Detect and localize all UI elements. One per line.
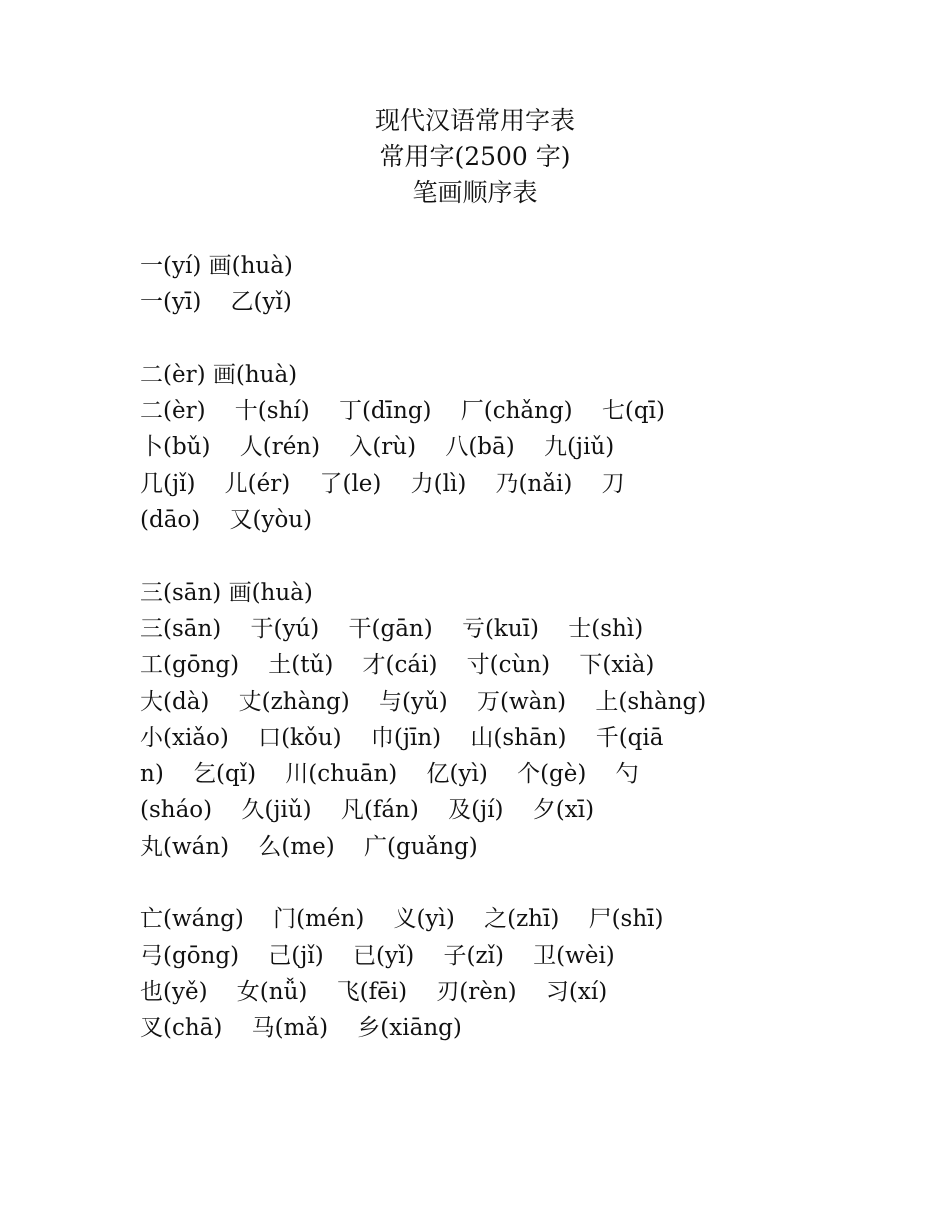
character-line: (dāo) 又(yòu): [140, 507, 313, 534]
character-line: 几(jǐ) 儿(ér) 了(le) 力(lì) 乃(nǎi) 刀: [140, 470, 625, 497]
document-title: 现代汉语常用字表: [374, 106, 575, 135]
title-block: [0, 103, 950, 211]
character-line: 工(gōng) 土(tǔ) 才(cái) 寸(cùn) 下(xià): [140, 652, 655, 679]
blank-line: [140, 538, 830, 574]
character-line: 三(sān) 于(yú) 干(gān) 亏(kuī) 士(shì): [140, 615, 644, 642]
character-line: 也(yě) 女(nǚ) 飞(fēi) 刃(rèn) 习(xí): [140, 978, 608, 1005]
character-line: 丸(wán) 么(me) 广(guǎng): [140, 833, 478, 860]
character-line: 小(xiǎo) 口(kǒu) 巾(jīn) 山(shān) 千(qiā: [140, 724, 664, 751]
character-line: 弓(gōng) 己(jǐ) 已(yǐ) 子(zǐ) 卫(wèi): [140, 942, 615, 969]
section-heading-3-strokes: 三(sān) 画(huà): [140, 579, 313, 606]
character-line: (sháo) 久(jiǔ) 凡(fán) 及(jí) 夕(xī): [140, 797, 595, 824]
character-line: 叉(chā) 马(mǎ) 乡(xiāng): [140, 1015, 462, 1042]
document-subtitle-2: 笔画顺序表: [412, 178, 538, 207]
character-line: 亡(wáng) 门(mén) 义(yì) 之(zhī) 尸(shī): [140, 906, 664, 933]
character-line: 卜(bǔ) 人(rén) 入(rù) 八(bā) 九(jiǔ): [140, 434, 615, 461]
blank-line: [140, 865, 830, 901]
character-list: [140, 248, 830, 1047]
section-heading-1-stroke: 一(yí) 画(huà): [140, 253, 293, 279]
document-subtitle: 常用字(2500 字): [379, 142, 571, 171]
section-heading-2-strokes: 二(èr) 画(huà): [140, 361, 298, 388]
blank-line: [140, 321, 830, 357]
character-line: 一(yī) 乙(yǐ): [140, 289, 292, 316]
character-line: 二(èr) 十(shí) 丁(dīng) 厂(chǎng) 七(qī): [140, 398, 665, 425]
character-line: n) 乞(qǐ) 川(chuān) 亿(yì) 个(gè) 勺: [140, 761, 639, 788]
character-line: 大(dà) 丈(zhàng) 与(yǔ) 万(wàn) 上(shàng): [140, 688, 707, 715]
